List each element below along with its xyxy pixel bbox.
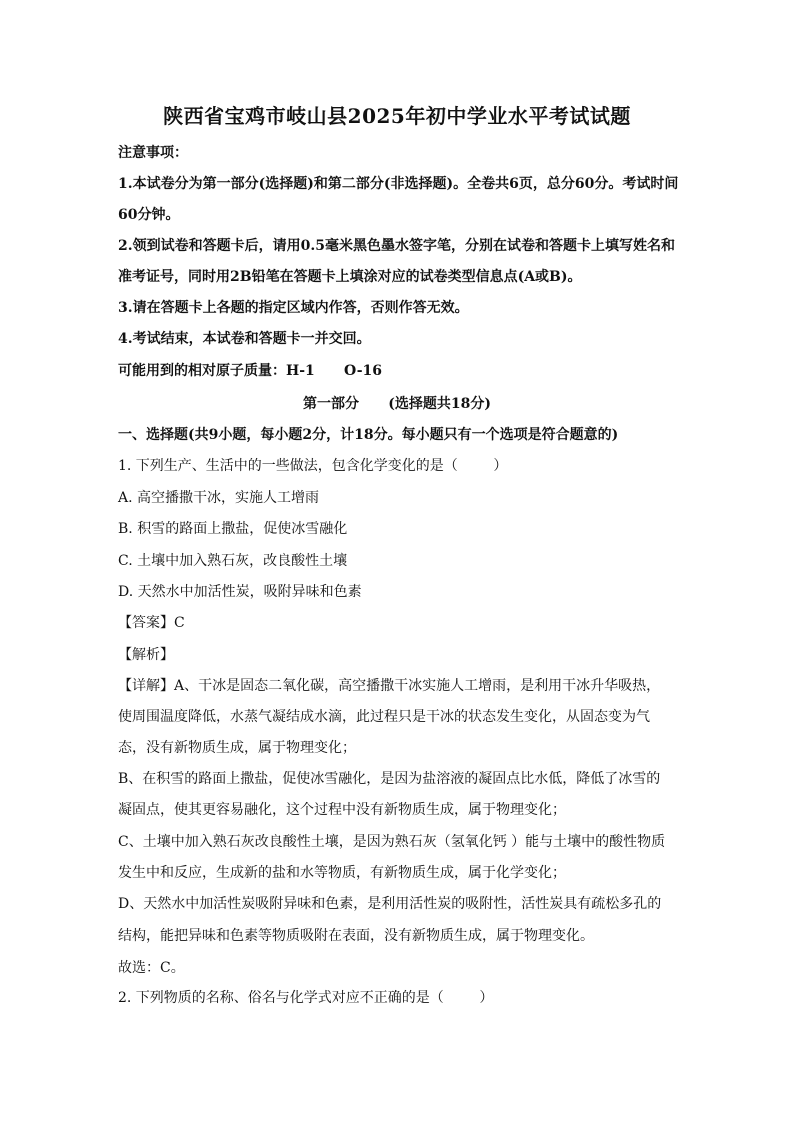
detail-line: B、在积雪的路面上撒盐，促使冰雪融化，是因为盐溶液的凝固点比水低，降低了冰雪的 [118,771,661,787]
notice-item: 4.考试结束，本试卷和答题卡一并交回。 [118,331,371,347]
option-a: A. 高空播撒干冰，实施人工增雨 [118,490,320,506]
detail-line: 使周围温度降低，水蒸气凝结成水滴，此过程只是干冰的状态发生变化，从固态变为气 [118,709,650,725]
option-b: B. 积雪的路面上撒盐，促使冰雪融化 [118,521,348,537]
detail-line: 结构，能把异味和色素等物质吸附在表面，没有新物质生成，属于物理变化。 [118,928,594,944]
section-heading: 一、选择题(共9小题，每小题2分，计18分。每小题只有一个选项是符合题意的) [118,427,619,443]
notice-item: 2.领到试卷和答题卡后，请用0.5毫米黑色墨水签字笔，分别在试卷和答题卡上填写姓名和 [118,238,675,254]
notice-item: 3.请在答题卡上各题的指定区域内作答，否则作答无效。 [118,300,469,316]
notice-item: 60分钟。 [118,207,180,223]
question-stem: 1. 下列生产、生活中的一些做法，包含化学变化的是（ ） [118,458,508,474]
detail-line: C、土壤中加入熟石灰改良酸性土壤，是因为熟石灰（氢氧化钙 ）能与土壤中的酸性物质 [118,834,666,850]
question-stem: 2. 下列物质的名称、俗名与化学式对应不正确的是（ ） [118,990,494,1006]
detail-line: 态，没有新物质生成，属于物理变化； [118,740,356,756]
detail-line: 凝固点，使其更容易融化，这个过程中没有新物质生成，属于物理变化； [118,802,566,818]
option-c: C. 土壤中加入熟石灰，改良酸性土壤 [118,553,348,569]
analysis-label: 【解析】 [118,647,174,663]
atomic-mass-note: 可能用到的相对原子质量：H-1 O-16 [118,363,383,379]
answer: 【答案】C [118,615,185,631]
notice-item: 准考证号，同时用2B铅笔在答题卡上填涂对应的试卷类型信息点(A或B)。 [118,269,582,285]
detail-line: 【详解】A、干冰是固态二氧化碳，高空播撒干冰实施人工增雨，是利用干冰升华吸热， [118,678,661,694]
page-title: 陕西省宝鸡市岐山县2025年初中学业水平考试试题 [163,104,631,128]
notice-item: 1.本试卷分为第一部分(选择题)和第二部分(非选择题)。全卷共6页，总分60分。考试时间 [118,176,679,192]
conclusion: 故选：C。 [118,960,185,976]
detail-line: 发生中和反应，生成新的盐和水等物质，有新物质生成，属于化学变化； [118,865,566,881]
detail-line: D、天然水中加活性炭吸附异味和色素，是利用活性炭的吸附性，活性炭具有疏松多孔的 [118,896,662,912]
option-d: D. 天然水中加活性炭，吸附异味和色素 [118,584,362,600]
notice-heading: 注意事项： [118,145,188,161]
part-heading: 第一部分 (选择题共18分) [303,396,491,412]
